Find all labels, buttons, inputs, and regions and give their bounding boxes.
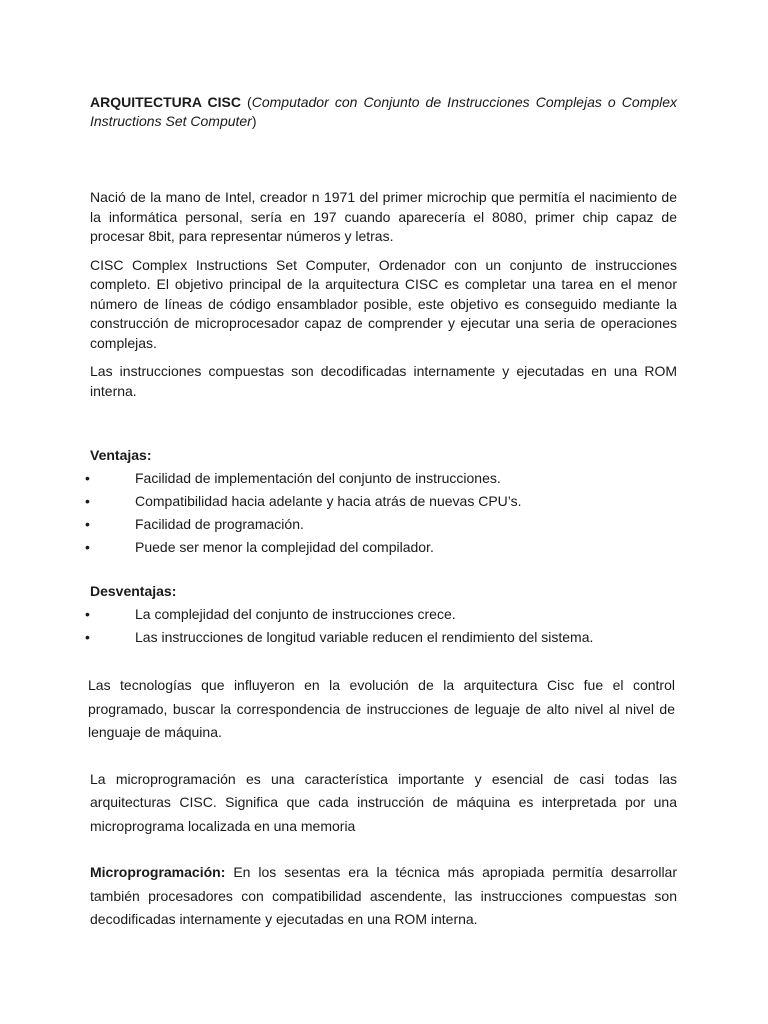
bullet-icon: • — [85, 539, 90, 555]
paragraph-microprogramacion-intro: La microprogramación es una característica importante y esencial de casi todas las arquitecturas CISC. Significa que cada instrucción de máquina es interpretada por una microprograma localizada en una memoria — [90, 770, 677, 834]
bullet-icon: • — [85, 493, 90, 509]
paragraph-instructions: Las instrucciones compuestas son decodificadas internamente y ejecutadas en una ROM interna. — [90, 363, 677, 399]
list-item — [85, 536, 672, 559]
list-item — [85, 513, 672, 536]
bullet-icon: • — [85, 629, 90, 645]
paragraph-cisc-definition: CISC Complex Instructions Set Computer, Ordenador con un conjunto de instrucciones completo. El objetivo principal de la arquitectura CISC es completar una tarea en el menor número de líneas de código ensamblador posible, este objetivo es conseguido mediante la construcción de microprocesador capaz de comprender y ejecutar una seria de operaciones complejas. — [90, 256, 677, 351]
ventajas-list — [85, 467, 672, 559]
title-open-paren: ( — [240, 94, 252, 110]
paragraph-tecnologias: Las tecnologías que influyeron en la evolución de la arquitectura Cisc fue el control programado, buscar la correspondencia de instrucciones de leguaje de alto nivel al nivel de lenguaje de máquina. — [88, 677, 675, 740]
list-item-text: Compatibilidad hacia adelante y hacia atrás de nuevas CPU’s. — [135, 493, 522, 509]
list-item-text: Facilidad de programación. — [135, 516, 304, 532]
title-close-paren: ) — [251, 113, 257, 129]
paragraph-origin: Nació de la mano de Intel, creador n 1971 del primer microchip que permitía el nacimiento de la informática personal, sería en 197 cuando aparecería el 8080, primer chip capaz de procesar 8bit, para representar números y letras. — [90, 189, 677, 244]
document-title — [90, 93, 677, 131]
list-item-text: La complejidad del conjunto de instrucciones crece. — [135, 606, 456, 622]
list-item-text: Facilidad de implementación del conjunto de instrucciones. — [135, 470, 501, 486]
ventajas-heading: Ventajas: — [90, 447, 152, 463]
desventajas-heading: Desventajas: — [90, 583, 177, 599]
desventajas-list — [85, 603, 672, 649]
title-bold: ARQUITECTURA CISC — [90, 94, 241, 110]
list-item-text: Las instrucciones de longitud variable reducen el rendimiento del sistema. — [135, 629, 594, 645]
list-item — [85, 467, 672, 490]
bullet-icon: • — [85, 470, 90, 486]
list-item — [85, 490, 672, 513]
bullet-icon: • — [85, 516, 90, 532]
microprogramacion-label: Microprogramación: — [90, 864, 226, 880]
list-item — [85, 626, 672, 649]
list-item-text: Puede ser menor la complejidad del compilador. — [135, 539, 434, 555]
title-italic: Computador con Conjunto de Instrucciones Complejas o Complex Instructions Set Computer — [90, 94, 677, 129]
list-item — [85, 603, 672, 626]
paragraph-microprogramacion — [90, 861, 677, 932]
document-page — [85, 93, 677, 932]
bullet-icon: • — [85, 606, 90, 622]
microprogramacion-text: En los sesentas era la técnica más apropiada permitía desarrollar también procesadores con compatibilidad ascendente, las instrucciones compuestas son decodificadas internamente y ejecutadas en una ROM interna. — [90, 864, 677, 927]
